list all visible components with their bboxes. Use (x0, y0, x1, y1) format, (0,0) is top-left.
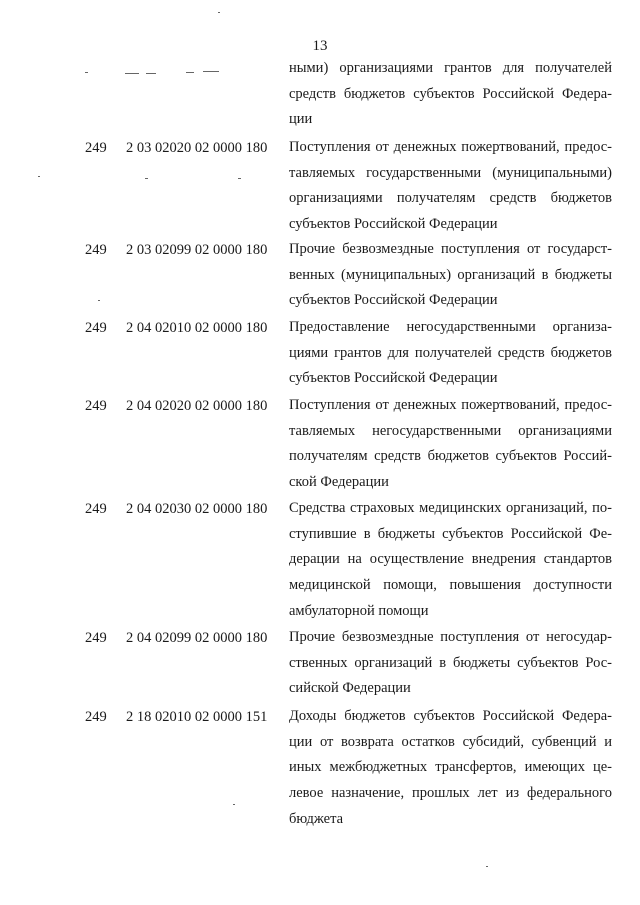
description-line: иных межбюджетных трансфертов, имеющих це- (289, 759, 612, 776)
description-line: левое назначение, прошлых лет из федерального (289, 785, 612, 802)
description-line: циями грантов для получателей средств бюджетов (289, 344, 612, 361)
description-line: Поступления от денежных пожертвований, предос- (289, 139, 612, 155)
description-line: амбулаторной помощи (289, 602, 429, 619)
scan-speck (233, 804, 235, 805)
admin-code: 249 (85, 242, 107, 258)
admin-code: 249 (85, 630, 107, 646)
description-line: Прочие безвозмездные поступления от негосудар- (289, 629, 612, 645)
scan-speck (203, 71, 219, 72)
income-description (289, 135, 612, 238)
description-line: Средства страховых медицинских организаций, по- (289, 500, 612, 516)
admin-code: 249 (85, 320, 107, 336)
scan-speck (85, 72, 88, 73)
description-line: организациями получателям средств бюджетов (289, 190, 612, 207)
budget-classification-code: 2 04 02099 02 0000 180 (126, 630, 268, 646)
budget-classification-code: 2 04 02020 02 0000 180 (126, 398, 268, 414)
scan-speck (146, 73, 156, 74)
income-description (289, 704, 612, 833)
description-line: Доходы бюджетов субъектов Российской Федера- (289, 708, 612, 724)
budget-classification-code: 2 03 02099 02 0000 180 (126, 242, 268, 258)
description-line: ственных организаций в бюджеты субъектов Рос- (289, 654, 612, 671)
scan-speck (38, 176, 40, 177)
description-line: бюджета (289, 810, 344, 827)
description-line: тавляемых негосударственными организациями (289, 422, 612, 439)
admin-code: 249 (85, 501, 107, 517)
description-continuation (289, 56, 612, 133)
description-line: ступившие в бюджеты субъектов Российской Фе- (289, 525, 612, 542)
budget-classification-code: 2 04 02030 02 0000 180 (126, 501, 268, 517)
page-number: 13 (312, 38, 328, 54)
admin-code: 249 (85, 140, 107, 156)
income-description (289, 625, 612, 702)
description-line: Прочие безвозмездные поступления от государст- (289, 241, 612, 257)
scan-speck (218, 12, 220, 13)
description-line: дерации на осуществление внедрения стандартов (289, 551, 612, 568)
description-line: сийской Федерации (289, 680, 411, 697)
scan-speck (186, 72, 194, 73)
description-line: получателям средств бюджетов субъектов Россий- (289, 448, 612, 465)
admin-code: 249 (85, 709, 107, 725)
admin-code: 249 (85, 398, 107, 414)
budget-classification-code: 2 04 02010 02 0000 180 (126, 320, 268, 336)
scan-speck (98, 300, 100, 301)
scan-speck (145, 178, 148, 179)
scan-speck (125, 73, 139, 74)
description-line: венных (муниципальных) организаций в бюджеты (289, 266, 612, 283)
scan-speck (238, 178, 241, 179)
description-line: ции (289, 111, 313, 128)
description-line: ции от возврата остатков субсидий, субвенций и (289, 733, 612, 750)
description-line: средств бюджетов субъектов Российской Федера- (289, 85, 612, 102)
description-line: ской Федерации (289, 474, 389, 491)
description-line: субъектов Российской Федерации (289, 292, 498, 309)
income-description (289, 315, 612, 392)
budget-classification-code: 2 03 02020 02 0000 180 (126, 140, 268, 156)
description-line: тавляемых государственными (муниципальными) (289, 164, 612, 181)
description-line: Поступления от денежных пожертвований, предос- (289, 397, 612, 413)
description-line: медицинской помощи, повышения доступности (289, 577, 612, 594)
income-description (289, 237, 612, 314)
description-line: ными) организациями грантов для получателей (289, 60, 612, 76)
income-description (289, 393, 612, 496)
income-description (289, 496, 612, 625)
budget-classification-code: 2 18 02010 02 0000 151 (126, 709, 268, 725)
scan-speck (486, 866, 488, 867)
description-line: Предоставление негосударственными организа- (289, 319, 612, 335)
description-line: субъектов Российской Федерации (289, 216, 498, 233)
description-line: субъектов Российской Федерации (289, 370, 498, 387)
